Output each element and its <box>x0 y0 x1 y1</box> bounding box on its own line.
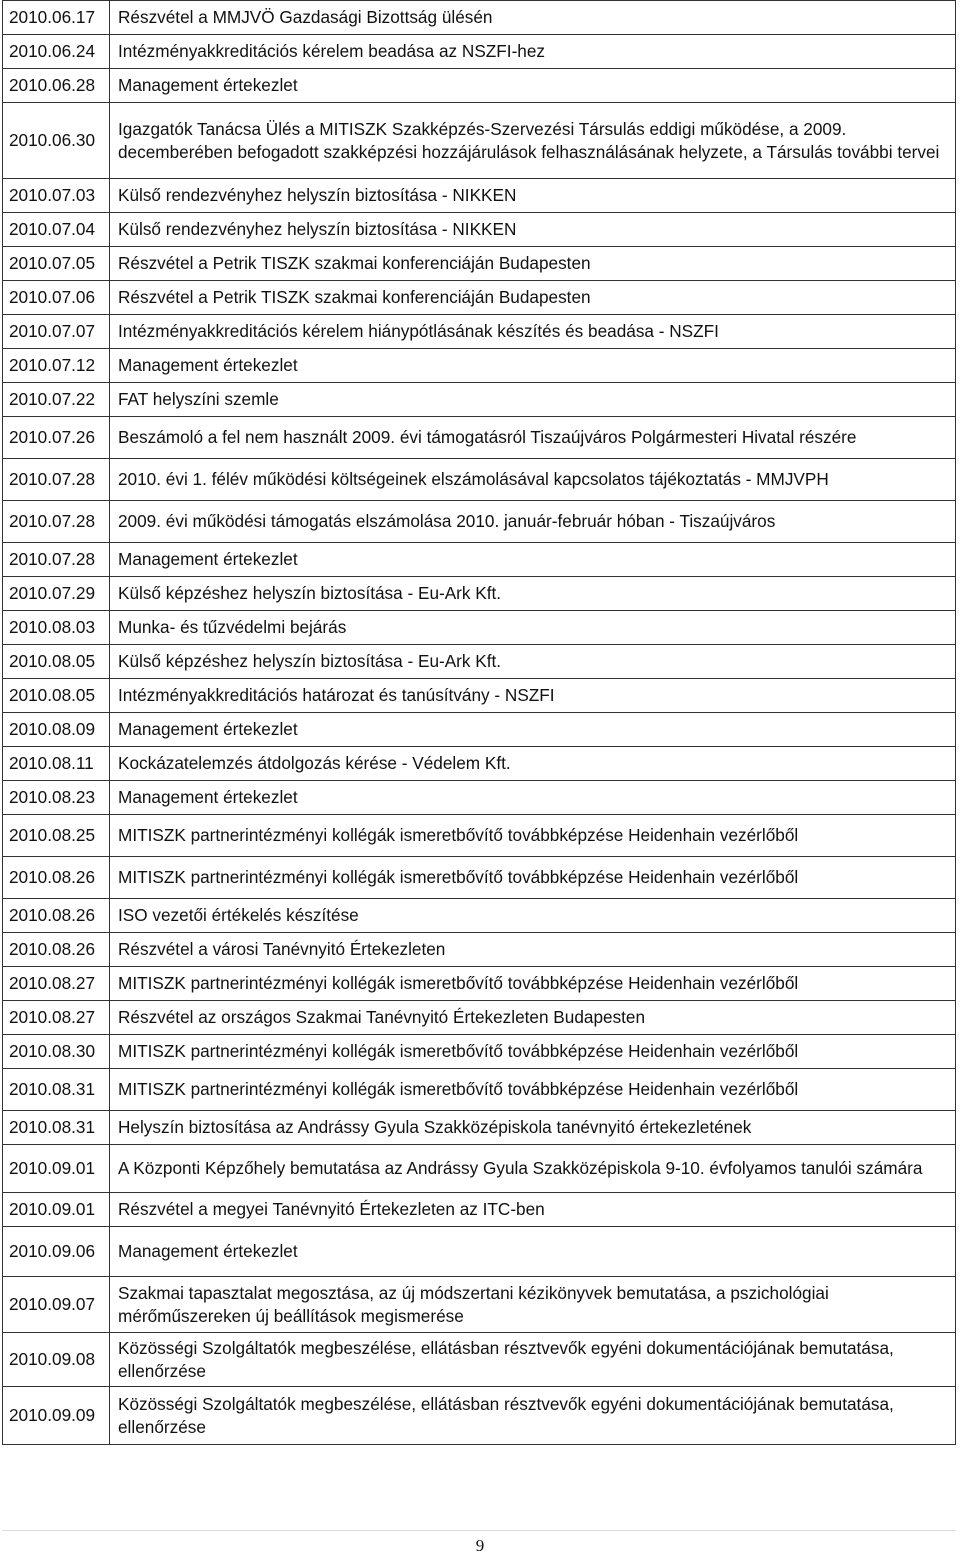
row-description: Intézményakkreditációs kérelem beadása az NSZFI-hez <box>110 35 956 69</box>
table-row <box>3 349 956 383</box>
row-description: Részvétel a MMJVÖ Gazdasági Bizottság ülésén <box>110 1 956 35</box>
table-row <box>3 543 956 577</box>
table-row <box>3 179 956 213</box>
table-row <box>3 679 956 713</box>
row-date: 2010.09.01 <box>3 1193 110 1227</box>
row-date: 2010.08.11 <box>3 747 110 781</box>
row-date: 2010.08.09 <box>3 713 110 747</box>
table-row <box>3 1111 956 1145</box>
row-description: A Központi Képzőhely bemutatása az Andrássy Gyula Szakközépiskola 9-10. évfolyamos tanulói számára <box>110 1145 956 1193</box>
row-date: 2010.08.26 <box>3 933 110 967</box>
table-row <box>3 501 956 543</box>
table-row <box>3 1 956 35</box>
table-row <box>3 1387 956 1445</box>
row-date: 2010.09.06 <box>3 1227 110 1277</box>
table-row <box>3 577 956 611</box>
row-date: 2010.08.31 <box>3 1111 110 1145</box>
table-row <box>3 967 956 1001</box>
row-description: Intézményakkreditációs határozat és tanúsítvány - NSZFI <box>110 679 956 713</box>
table-row <box>3 1069 956 1111</box>
row-date: 2010.09.01 <box>3 1145 110 1193</box>
table-row <box>3 645 956 679</box>
row-date: 2010.08.23 <box>3 781 110 815</box>
row-description: Szakmai tapasztalat megosztása, az új módszertani kézikönyvek bemutatása, a pszichológiai mérőműszereken új beállítások megismerése <box>110 1277 956 1333</box>
footer-divider <box>2 1530 956 1531</box>
table-row <box>3 781 956 815</box>
row-description: Igazgatók Tanácsa Ülés a MITISZK Szakképzés-Szervezési Társulás eddigi működése, a 2009. decemberében befogadott szakképzési hozzájárulások felhasználásának helyzete, a Társulás további tervei <box>110 103 956 179</box>
row-description: MITISZK partnerintézményi kollégák ismeretbővítő továbbképzése Heidenhain vezérlőből <box>110 1069 956 1111</box>
activity-log-body <box>3 1 956 1445</box>
row-description: Részvétel a megyei Tanévnyitó Értekezleten az ITC-ben <box>110 1193 956 1227</box>
table-row <box>3 1227 956 1277</box>
row-date: 2010.07.26 <box>3 417 110 459</box>
row-description: Management értekezlet <box>110 349 956 383</box>
row-description: 2010. évi 1. félév működési költségeinek elszámolásával kapcsolatos tájékoztatás - MMJVPH <box>110 459 956 501</box>
table-row <box>3 815 956 857</box>
table-row <box>3 459 956 501</box>
row-description: Külső képzéshez helyszín biztosítása - Eu-Ark Kft. <box>110 577 956 611</box>
table-row <box>3 747 956 781</box>
row-date: 2010.08.05 <box>3 645 110 679</box>
row-description: Management értekezlet <box>110 713 956 747</box>
row-description: MITISZK partnerintézményi kollégák ismeretbővítő továbbképzése Heidenhain vezérlőből <box>110 857 956 899</box>
row-date: 2010.08.25 <box>3 815 110 857</box>
row-date: 2010.08.31 <box>3 1069 110 1111</box>
table-row <box>3 69 956 103</box>
row-date: 2010.06.17 <box>3 1 110 35</box>
table-row <box>3 35 956 69</box>
row-description: Közösségi Szolgáltatók megbeszélése, ellátásban résztvevők egyéni dokumentációjának bemutatása, ellenőrzése <box>110 1333 956 1387</box>
table-row <box>3 1035 956 1069</box>
row-description: Management értekezlet <box>110 543 956 577</box>
row-description: MITISZK partnerintézményi kollégák ismeretbővítő továbbképzése Heidenhain vezérlőből <box>110 967 956 1001</box>
row-date: 2010.07.12 <box>3 349 110 383</box>
table-row <box>3 383 956 417</box>
table-row <box>3 713 956 747</box>
row-description: Részvétel az országos Szakmai Tanévnyitó Értekezleten Budapesten <box>110 1001 956 1035</box>
row-date: 2010.07.03 <box>3 179 110 213</box>
row-date: 2010.06.28 <box>3 69 110 103</box>
row-description: Management értekezlet <box>110 1227 956 1277</box>
row-date: 2010.07.28 <box>3 459 110 501</box>
row-description: Management értekezlet <box>110 781 956 815</box>
row-description: Részvétel a Petrik TISZK szakmai konferenciáján Budapesten <box>110 281 956 315</box>
row-description: Külső rendezvényhez helyszín biztosítása - NIKKEN <box>110 213 956 247</box>
row-description: MITISZK partnerintézményi kollégák ismeretbővítő továbbképzése Heidenhain vezérlőből <box>110 815 956 857</box>
table-row <box>3 933 956 967</box>
table-row <box>3 103 956 179</box>
row-date: 2010.07.29 <box>3 577 110 611</box>
row-description: Külső képzéshez helyszín biztosítása - Eu-Ark Kft. <box>110 645 956 679</box>
row-description: MITISZK partnerintézményi kollégák ismeretbővítő továbbképzése Heidenhain vezérlőből <box>110 1035 956 1069</box>
table-row <box>3 281 956 315</box>
table-row <box>3 247 956 281</box>
row-date: 2010.07.06 <box>3 281 110 315</box>
row-description: Közösségi Szolgáltatók megbeszélése, ellátásban résztvevők egyéni dokumentációjának bemutatása, ellenőrzése <box>110 1387 956 1445</box>
row-date: 2010.06.30 <box>3 103 110 179</box>
row-date: 2010.08.30 <box>3 1035 110 1069</box>
row-date: 2010.08.26 <box>3 857 110 899</box>
row-date: 2010.08.05 <box>3 679 110 713</box>
row-description: Management értekezlet <box>110 69 956 103</box>
row-date: 2010.08.26 <box>3 899 110 933</box>
table-row <box>3 315 956 349</box>
row-description: FAT helyszíni szemle <box>110 383 956 417</box>
row-date: 2010.09.08 <box>3 1333 110 1387</box>
page-number: 9 <box>475 1536 485 1555</box>
row-date: 2010.07.05 <box>3 247 110 281</box>
table-row <box>3 1001 956 1035</box>
row-description: Helyszín biztosítása az Andrássy Gyula Szakközépiskola tanévnyitó értekezletének <box>110 1111 956 1145</box>
row-date: 2010.07.22 <box>3 383 110 417</box>
row-date: 2010.07.28 <box>3 543 110 577</box>
row-description: ISO vezetői értékelés készítése <box>110 899 956 933</box>
table-row <box>3 611 956 645</box>
row-date: 2010.08.03 <box>3 611 110 645</box>
row-description: Részvétel a Petrik TISZK szakmai konferenciáján Budapesten <box>110 247 956 281</box>
row-description: Munka- és tűzvédelmi bejárás <box>110 611 956 645</box>
row-date: 2010.09.09 <box>3 1387 110 1445</box>
row-date: 2010.07.28 <box>3 501 110 543</box>
table-row <box>3 1277 956 1333</box>
table-row <box>3 857 956 899</box>
activity-log-table <box>2 0 956 1445</box>
row-description: Külső rendezvényhez helyszín biztosítása - NIKKEN <box>110 179 956 213</box>
row-description: 2009. évi működési támogatás elszámolása 2010. január-február hóban - Tiszaújváros <box>110 501 956 543</box>
row-date: 2010.06.24 <box>3 35 110 69</box>
table-row <box>3 213 956 247</box>
table-row <box>3 1145 956 1193</box>
row-description: Kockázatelemzés átdolgozás kérése - Védelem Kft. <box>110 747 956 781</box>
row-description: Részvétel a városi Tanévnyitó Értekezleten <box>110 933 956 967</box>
row-description: Beszámoló a fel nem használt 2009. évi támogatásról Tiszaújváros Polgármesteri Hivatal részére <box>110 417 956 459</box>
table-row <box>3 417 956 459</box>
table-row <box>3 1333 956 1387</box>
row-date: 2010.07.04 <box>3 213 110 247</box>
row-date: 2010.09.07 <box>3 1277 110 1333</box>
row-date: 2010.08.27 <box>3 967 110 1001</box>
row-description: Intézményakkreditációs kérelem hiánypótlásának készítés és beadása - NSZFI <box>110 315 956 349</box>
table-row <box>3 899 956 933</box>
row-date: 2010.08.27 <box>3 1001 110 1035</box>
row-date: 2010.07.07 <box>3 315 110 349</box>
table-row <box>3 1193 956 1227</box>
